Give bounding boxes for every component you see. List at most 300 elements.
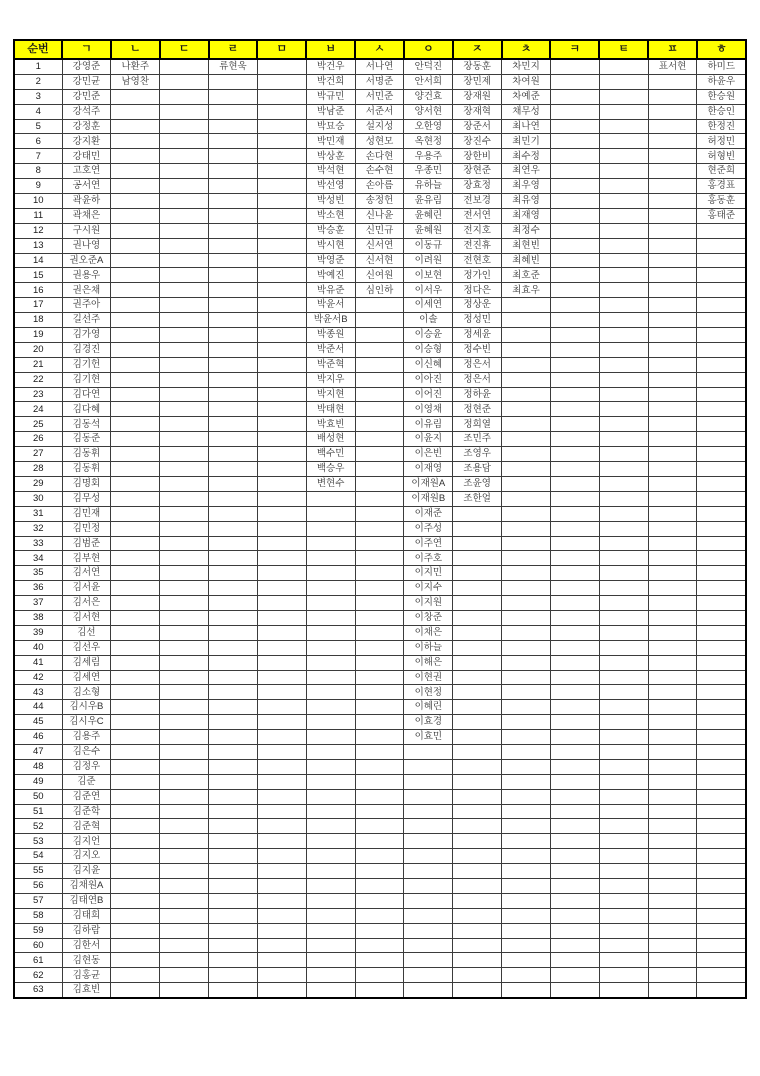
name-cell[interactable]: 이보현 bbox=[404, 268, 453, 283]
name-cell[interactable] bbox=[160, 134, 209, 149]
name-cell[interactable]: 박시현 bbox=[306, 238, 355, 253]
column-header-nieun[interactable]: ㄴ bbox=[111, 40, 160, 59]
row-number-cell[interactable]: 26 bbox=[14, 432, 62, 447]
name-cell[interactable] bbox=[599, 119, 648, 134]
name-cell[interactable] bbox=[355, 923, 404, 938]
name-cell[interactable] bbox=[111, 700, 160, 715]
name-cell[interactable] bbox=[111, 417, 160, 432]
name-cell[interactable] bbox=[111, 640, 160, 655]
name-cell[interactable] bbox=[502, 402, 551, 417]
name-cell[interactable] bbox=[160, 819, 209, 834]
name-cell[interactable] bbox=[160, 864, 209, 879]
name-cell[interactable] bbox=[209, 670, 258, 685]
name-cell[interactable] bbox=[697, 700, 746, 715]
row-number-cell[interactable]: 56 bbox=[14, 878, 62, 893]
name-cell[interactable] bbox=[550, 596, 599, 611]
name-cell[interactable] bbox=[111, 893, 160, 908]
name-cell[interactable] bbox=[648, 566, 697, 581]
name-cell[interactable] bbox=[550, 194, 599, 209]
name-cell[interactable] bbox=[257, 774, 306, 789]
name-cell[interactable]: 김범준 bbox=[62, 536, 111, 551]
name-cell[interactable] bbox=[550, 938, 599, 953]
name-cell[interactable]: 옥현정 bbox=[404, 134, 453, 149]
name-cell[interactable] bbox=[209, 908, 258, 923]
name-cell[interactable]: 신여원 bbox=[355, 268, 404, 283]
name-cell[interactable] bbox=[355, 908, 404, 923]
name-cell[interactable] bbox=[257, 655, 306, 670]
name-cell[interactable] bbox=[355, 849, 404, 864]
name-cell[interactable] bbox=[550, 908, 599, 923]
name-cell[interactable] bbox=[697, 462, 746, 477]
name-cell[interactable]: 박남준 bbox=[306, 104, 355, 119]
name-cell[interactable] bbox=[648, 447, 697, 462]
name-cell[interactable] bbox=[209, 134, 258, 149]
name-cell[interactable] bbox=[257, 283, 306, 298]
name-cell[interactable] bbox=[111, 104, 160, 119]
name-cell[interactable]: 허형빈 bbox=[697, 149, 746, 164]
name-cell[interactable]: 하윤우 bbox=[697, 74, 746, 89]
name-cell[interactable] bbox=[599, 983, 648, 998]
name-cell[interactable] bbox=[453, 849, 502, 864]
row-number-cell[interactable]: 53 bbox=[14, 834, 62, 849]
name-cell[interactable] bbox=[111, 610, 160, 625]
name-cell[interactable] bbox=[453, 670, 502, 685]
name-cell[interactable]: 이해은 bbox=[404, 655, 453, 670]
name-cell[interactable] bbox=[209, 759, 258, 774]
name-cell[interactable]: 김태희 bbox=[62, 908, 111, 923]
name-cell[interactable] bbox=[404, 744, 453, 759]
name-cell[interactable] bbox=[502, 298, 551, 313]
name-cell[interactable]: 김준혁 bbox=[62, 819, 111, 834]
name-cell[interactable] bbox=[550, 59, 599, 74]
name-cell[interactable]: 김지윤 bbox=[62, 864, 111, 879]
name-cell[interactable] bbox=[355, 328, 404, 343]
name-cell[interactable] bbox=[160, 223, 209, 238]
name-cell[interactable]: 양건효 bbox=[404, 89, 453, 104]
name-cell[interactable] bbox=[502, 357, 551, 372]
name-cell[interactable] bbox=[697, 893, 746, 908]
row-number-cell[interactable]: 23 bbox=[14, 387, 62, 402]
name-cell[interactable] bbox=[355, 730, 404, 745]
name-cell[interactable] bbox=[599, 179, 648, 194]
name-cell[interactable] bbox=[697, 953, 746, 968]
row-number-cell[interactable]: 22 bbox=[14, 372, 62, 387]
name-cell[interactable] bbox=[453, 625, 502, 640]
name-cell[interactable]: 이서우 bbox=[404, 283, 453, 298]
name-cell[interactable] bbox=[111, 476, 160, 491]
name-cell[interactable] bbox=[697, 804, 746, 819]
name-cell[interactable] bbox=[257, 983, 306, 998]
name-cell[interactable] bbox=[502, 447, 551, 462]
name-cell[interactable] bbox=[355, 878, 404, 893]
name-cell[interactable] bbox=[502, 908, 551, 923]
name-cell[interactable] bbox=[453, 923, 502, 938]
name-cell[interactable] bbox=[306, 819, 355, 834]
name-cell[interactable] bbox=[355, 774, 404, 789]
name-cell[interactable] bbox=[257, 298, 306, 313]
name-cell[interactable]: 양서현 bbox=[404, 104, 453, 119]
name-cell[interactable] bbox=[160, 372, 209, 387]
name-cell[interactable] bbox=[160, 74, 209, 89]
row-number-cell[interactable]: 54 bbox=[14, 849, 62, 864]
name-cell[interactable] bbox=[550, 179, 599, 194]
name-cell[interactable] bbox=[648, 685, 697, 700]
name-cell[interactable] bbox=[599, 834, 648, 849]
name-cell[interactable] bbox=[648, 834, 697, 849]
name-cell[interactable] bbox=[502, 759, 551, 774]
name-cell[interactable]: 김동준 bbox=[62, 432, 111, 447]
name-cell[interactable] bbox=[306, 715, 355, 730]
name-cell[interactable] bbox=[599, 268, 648, 283]
name-cell[interactable]: 박민재 bbox=[306, 134, 355, 149]
name-cell[interactable] bbox=[599, 89, 648, 104]
name-cell[interactable]: 최나연 bbox=[502, 119, 551, 134]
name-cell[interactable] bbox=[648, 968, 697, 983]
name-cell[interactable] bbox=[209, 789, 258, 804]
name-cell[interactable] bbox=[111, 372, 160, 387]
name-cell[interactable] bbox=[209, 640, 258, 655]
name-cell[interactable] bbox=[550, 432, 599, 447]
name-cell[interactable]: 배성현 bbox=[306, 432, 355, 447]
name-cell[interactable] bbox=[160, 834, 209, 849]
name-cell[interactable] bbox=[697, 238, 746, 253]
name-cell[interactable]: 윤유림 bbox=[404, 194, 453, 209]
name-cell[interactable]: 백승우 bbox=[306, 462, 355, 477]
name-cell[interactable] bbox=[648, 74, 697, 89]
name-cell[interactable] bbox=[306, 685, 355, 700]
name-cell[interactable] bbox=[160, 313, 209, 328]
name-cell[interactable]: 김가영 bbox=[62, 328, 111, 343]
name-cell[interactable] bbox=[550, 923, 599, 938]
name-cell[interactable] bbox=[599, 715, 648, 730]
name-cell[interactable] bbox=[209, 104, 258, 119]
name-cell[interactable] bbox=[209, 357, 258, 372]
name-cell[interactable] bbox=[355, 581, 404, 596]
name-cell[interactable] bbox=[599, 819, 648, 834]
name-cell[interactable] bbox=[160, 179, 209, 194]
name-cell[interactable] bbox=[648, 893, 697, 908]
name-cell[interactable] bbox=[209, 521, 258, 536]
name-cell[interactable] bbox=[257, 596, 306, 611]
name-cell[interactable]: 손수현 bbox=[355, 164, 404, 179]
name-cell[interactable] bbox=[257, 462, 306, 477]
name-cell[interactable] bbox=[697, 685, 746, 700]
name-cell[interactable] bbox=[111, 834, 160, 849]
name-cell[interactable] bbox=[257, 566, 306, 581]
name-cell[interactable] bbox=[209, 715, 258, 730]
name-cell[interactable] bbox=[209, 893, 258, 908]
name-cell[interactable] bbox=[209, 566, 258, 581]
name-cell[interactable] bbox=[306, 506, 355, 521]
name-cell[interactable]: 이주성 bbox=[404, 521, 453, 536]
name-cell[interactable] bbox=[111, 864, 160, 879]
name-cell[interactable] bbox=[306, 491, 355, 506]
name-cell[interactable] bbox=[648, 923, 697, 938]
row-number-cell[interactable]: 11 bbox=[14, 208, 62, 223]
name-cell[interactable] bbox=[648, 387, 697, 402]
name-cell[interactable] bbox=[599, 387, 648, 402]
name-cell[interactable] bbox=[257, 953, 306, 968]
name-cell[interactable] bbox=[502, 387, 551, 402]
name-cell[interactable] bbox=[599, 134, 648, 149]
name-cell[interactable] bbox=[697, 417, 746, 432]
name-cell[interactable]: 변현수 bbox=[306, 476, 355, 491]
name-cell[interactable] bbox=[697, 670, 746, 685]
name-cell[interactable] bbox=[648, 179, 697, 194]
name-cell[interactable]: 박윤서B bbox=[306, 313, 355, 328]
name-cell[interactable] bbox=[209, 968, 258, 983]
name-cell[interactable] bbox=[111, 968, 160, 983]
row-number-cell[interactable]: 24 bbox=[14, 402, 62, 417]
name-cell[interactable] bbox=[599, 774, 648, 789]
name-cell[interactable] bbox=[550, 744, 599, 759]
name-cell[interactable] bbox=[209, 164, 258, 179]
name-cell[interactable] bbox=[355, 387, 404, 402]
name-cell[interactable]: 이현정 bbox=[404, 685, 453, 700]
name-cell[interactable] bbox=[306, 849, 355, 864]
name-cell[interactable]: 최현빈 bbox=[502, 238, 551, 253]
name-cell[interactable] bbox=[257, 759, 306, 774]
name-cell[interactable] bbox=[355, 670, 404, 685]
name-cell[interactable] bbox=[257, 268, 306, 283]
name-cell[interactable] bbox=[209, 447, 258, 462]
name-cell[interactable] bbox=[160, 610, 209, 625]
row-number-cell[interactable]: 40 bbox=[14, 640, 62, 655]
name-cell[interactable] bbox=[306, 744, 355, 759]
name-cell[interactable] bbox=[697, 491, 746, 506]
name-cell[interactable] bbox=[306, 774, 355, 789]
name-cell[interactable] bbox=[453, 596, 502, 611]
name-cell[interactable] bbox=[306, 968, 355, 983]
name-cell[interactable] bbox=[648, 462, 697, 477]
name-cell[interactable]: 서나연 bbox=[355, 59, 404, 74]
name-cell[interactable] bbox=[306, 566, 355, 581]
name-cell[interactable] bbox=[355, 417, 404, 432]
name-cell[interactable] bbox=[648, 194, 697, 209]
name-cell[interactable] bbox=[355, 744, 404, 759]
name-cell[interactable] bbox=[209, 819, 258, 834]
name-cell[interactable] bbox=[697, 447, 746, 462]
name-cell[interactable]: 차예준 bbox=[502, 89, 551, 104]
name-cell[interactable] bbox=[111, 268, 160, 283]
name-cell[interactable] bbox=[306, 983, 355, 998]
name-cell[interactable] bbox=[306, 908, 355, 923]
name-cell[interactable]: 박태현 bbox=[306, 402, 355, 417]
name-cell[interactable] bbox=[599, 164, 648, 179]
name-cell[interactable] bbox=[355, 566, 404, 581]
name-cell[interactable]: 박영준 bbox=[306, 253, 355, 268]
row-number-cell[interactable]: 42 bbox=[14, 670, 62, 685]
name-cell[interactable]: 장현준 bbox=[453, 164, 502, 179]
name-cell[interactable]: 이아진 bbox=[404, 372, 453, 387]
name-cell[interactable] bbox=[306, 521, 355, 536]
name-cell[interactable] bbox=[404, 908, 453, 923]
name-cell[interactable] bbox=[404, 923, 453, 938]
name-cell[interactable] bbox=[404, 774, 453, 789]
name-cell[interactable]: 김시우B bbox=[62, 700, 111, 715]
name-cell[interactable] bbox=[648, 581, 697, 596]
name-cell[interactable]: 장효정 bbox=[453, 179, 502, 194]
name-cell[interactable] bbox=[599, 298, 648, 313]
name-cell[interactable] bbox=[502, 372, 551, 387]
column-header-siot[interactable]: ㅅ bbox=[355, 40, 404, 59]
name-cell[interactable] bbox=[550, 149, 599, 164]
name-cell[interactable]: 김민재 bbox=[62, 506, 111, 521]
name-cell[interactable] bbox=[306, 536, 355, 551]
name-cell[interactable]: 강지환 bbox=[62, 134, 111, 149]
name-cell[interactable] bbox=[160, 953, 209, 968]
name-cell[interactable] bbox=[209, 730, 258, 745]
name-cell[interactable] bbox=[160, 640, 209, 655]
name-cell[interactable] bbox=[306, 730, 355, 745]
name-cell[interactable] bbox=[502, 640, 551, 655]
name-cell[interactable] bbox=[599, 938, 648, 953]
name-cell[interactable]: 김서현 bbox=[62, 610, 111, 625]
name-cell[interactable] bbox=[257, 581, 306, 596]
name-cell[interactable] bbox=[599, 581, 648, 596]
name-cell[interactable] bbox=[599, 462, 648, 477]
name-cell[interactable] bbox=[160, 89, 209, 104]
name-cell[interactable] bbox=[209, 328, 258, 343]
name-cell[interactable] bbox=[550, 625, 599, 640]
name-cell[interactable]: 권오준A bbox=[62, 253, 111, 268]
name-cell[interactable] bbox=[160, 491, 209, 506]
name-cell[interactable] bbox=[404, 819, 453, 834]
name-cell[interactable]: 최혜빈 bbox=[502, 253, 551, 268]
name-cell[interactable] bbox=[453, 908, 502, 923]
name-cell[interactable] bbox=[599, 893, 648, 908]
name-cell[interactable] bbox=[648, 521, 697, 536]
name-cell[interactable] bbox=[257, 119, 306, 134]
column-header-bieup[interactable]: ㅂ bbox=[306, 40, 355, 59]
name-cell[interactable]: 최민기 bbox=[502, 134, 551, 149]
name-cell[interactable] bbox=[599, 700, 648, 715]
name-cell[interactable] bbox=[550, 387, 599, 402]
name-cell[interactable] bbox=[355, 610, 404, 625]
name-cell[interactable] bbox=[355, 313, 404, 328]
name-cell[interactable]: 홍동훈 bbox=[697, 194, 746, 209]
name-cell[interactable] bbox=[111, 238, 160, 253]
name-cell[interactable] bbox=[111, 923, 160, 938]
name-cell[interactable]: 김태연B bbox=[62, 893, 111, 908]
name-cell[interactable] bbox=[453, 878, 502, 893]
row-number-cell[interactable]: 38 bbox=[14, 610, 62, 625]
name-cell[interactable] bbox=[257, 89, 306, 104]
name-cell[interactable] bbox=[111, 849, 160, 864]
name-cell[interactable] bbox=[209, 491, 258, 506]
name-cell[interactable] bbox=[697, 283, 746, 298]
name-cell[interactable] bbox=[257, 834, 306, 849]
name-cell[interactable] bbox=[160, 506, 209, 521]
name-cell[interactable]: 한정진 bbox=[697, 119, 746, 134]
name-cell[interactable] bbox=[648, 313, 697, 328]
name-cell[interactable]: 김준연 bbox=[62, 789, 111, 804]
name-cell[interactable] bbox=[502, 864, 551, 879]
column-header-index[interactable]: 순번 bbox=[14, 40, 62, 59]
column-header-hieut[interactable]: ㅎ bbox=[697, 40, 746, 59]
name-cell[interactable] bbox=[160, 462, 209, 477]
name-cell[interactable]: 김다연 bbox=[62, 387, 111, 402]
name-cell[interactable] bbox=[209, 208, 258, 223]
name-cell[interactable] bbox=[599, 208, 648, 223]
name-cell[interactable]: 정세윤 bbox=[453, 328, 502, 343]
name-cell[interactable] bbox=[502, 581, 551, 596]
column-header-jieut[interactable]: ㅈ bbox=[453, 40, 502, 59]
name-cell[interactable] bbox=[648, 208, 697, 223]
name-cell[interactable] bbox=[209, 89, 258, 104]
name-cell[interactable]: 심인하 bbox=[355, 283, 404, 298]
row-number-cell[interactable]: 60 bbox=[14, 938, 62, 953]
name-cell[interactable]: 이지원 bbox=[404, 596, 453, 611]
name-cell[interactable] bbox=[160, 744, 209, 759]
name-cell[interactable] bbox=[550, 834, 599, 849]
name-cell[interactable]: 김준 bbox=[62, 774, 111, 789]
name-cell[interactable]: 곽윤하 bbox=[62, 194, 111, 209]
name-cell[interactable]: 이어진 bbox=[404, 387, 453, 402]
name-cell[interactable] bbox=[453, 834, 502, 849]
name-cell[interactable] bbox=[209, 596, 258, 611]
name-cell[interactable] bbox=[648, 149, 697, 164]
name-cell[interactable] bbox=[257, 59, 306, 74]
name-cell[interactable] bbox=[160, 59, 209, 74]
name-cell[interactable]: 김하람 bbox=[62, 923, 111, 938]
name-cell[interactable] bbox=[306, 864, 355, 879]
row-number-cell[interactable]: 28 bbox=[14, 462, 62, 477]
name-cell[interactable] bbox=[648, 670, 697, 685]
name-cell[interactable]: 성현모 bbox=[355, 134, 404, 149]
name-cell[interactable] bbox=[257, 804, 306, 819]
name-cell[interactable] bbox=[550, 506, 599, 521]
name-cell[interactable] bbox=[111, 194, 160, 209]
name-cell[interactable]: 박승훈 bbox=[306, 223, 355, 238]
row-number-cell[interactable]: 13 bbox=[14, 238, 62, 253]
name-cell[interactable]: 정현준 bbox=[453, 402, 502, 417]
name-cell[interactable] bbox=[453, 968, 502, 983]
row-number-cell[interactable]: 9 bbox=[14, 179, 62, 194]
name-cell[interactable] bbox=[599, 730, 648, 745]
name-cell[interactable] bbox=[502, 625, 551, 640]
name-cell[interactable]: 장진수 bbox=[453, 134, 502, 149]
name-cell[interactable] bbox=[453, 655, 502, 670]
name-cell[interactable] bbox=[648, 789, 697, 804]
name-cell[interactable] bbox=[550, 462, 599, 477]
name-cell[interactable] bbox=[599, 402, 648, 417]
name-cell[interactable] bbox=[453, 521, 502, 536]
name-cell[interactable] bbox=[306, 789, 355, 804]
name-cell[interactable] bbox=[697, 328, 746, 343]
name-cell[interactable] bbox=[160, 283, 209, 298]
name-cell[interactable] bbox=[209, 313, 258, 328]
name-cell[interactable]: 최수정 bbox=[502, 149, 551, 164]
name-cell[interactable]: 박규민 bbox=[306, 89, 355, 104]
name-cell[interactable] bbox=[550, 134, 599, 149]
name-cell[interactable]: 김동석 bbox=[62, 417, 111, 432]
name-cell[interactable] bbox=[209, 417, 258, 432]
name-cell[interactable] bbox=[648, 238, 697, 253]
name-cell[interactable] bbox=[209, 342, 258, 357]
name-cell[interactable]: 구시원 bbox=[62, 223, 111, 238]
name-cell[interactable] bbox=[599, 864, 648, 879]
name-cell[interactable] bbox=[257, 893, 306, 908]
name-cell[interactable] bbox=[502, 789, 551, 804]
name-cell[interactable] bbox=[648, 268, 697, 283]
name-cell[interactable] bbox=[453, 700, 502, 715]
name-cell[interactable] bbox=[355, 819, 404, 834]
name-cell[interactable] bbox=[160, 298, 209, 313]
name-cell[interactable] bbox=[550, 864, 599, 879]
name-cell[interactable] bbox=[502, 506, 551, 521]
name-cell[interactable] bbox=[502, 655, 551, 670]
